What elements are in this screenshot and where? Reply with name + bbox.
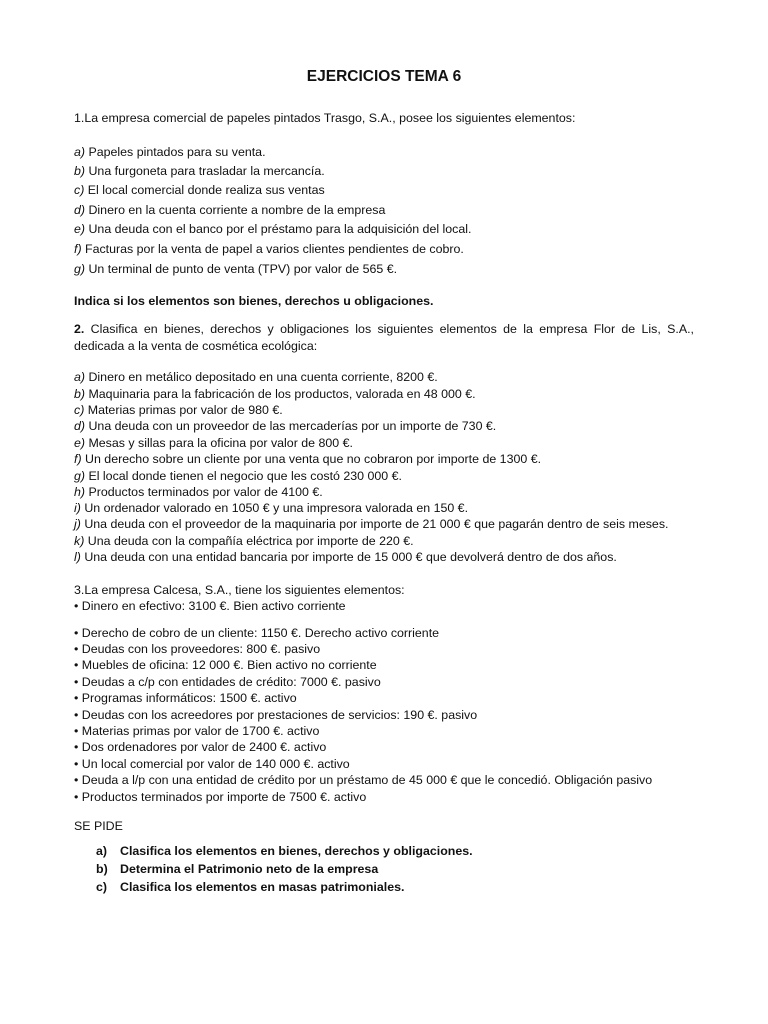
page-title: EJERCICIOS TEMA 6 bbox=[306, 68, 462, 85]
list-item: • Dinero en efectivo: 3100 €. Bien activo corriente bbox=[74, 599, 346, 613]
ex2-intro: 2. Clasifica en bienes, derechos y obligaciones los siguientes elementos de la empresa Flor de Lis, S.A., dedicada a la venta de cosmética ecológica: bbox=[74, 322, 694, 353]
list-item: c) Clasifica los elementos en masas patrimoniales. bbox=[96, 880, 405, 894]
list-item: • Materias primas por valor de 1700 €. activo bbox=[74, 724, 320, 738]
list-item: a) Papeles pintados para su venta. bbox=[74, 145, 266, 159]
list-item: • Deudas a c/p con entidades de crédito: 7000 €. pasivo bbox=[74, 675, 381, 689]
list-item: l) Una deuda con una entidad bancaria por importe de 15 000 € que devolverá dentro de dos años. bbox=[74, 550, 617, 564]
list-item: i) Un ordenador valorado en 1050 € y una impresora valorada en 150 €. bbox=[74, 501, 469, 515]
list-item: • Deudas con los acreedores por prestaciones de servicios: 190 €. pasivo bbox=[74, 708, 478, 722]
list-item: • Deudas con los proveedores: 800 €. pasivo bbox=[74, 642, 321, 656]
list-item: j) Una deuda con el proveedor de la maquinaria por importe de 21 000 € que pagarán dentro de seis meses. bbox=[74, 517, 669, 531]
list-item: a) Dinero en metálico depositado en una cuenta corriente, 8200 €. bbox=[74, 370, 438, 384]
list-item: h) Productos terminados por valor de 4100 €. bbox=[74, 485, 323, 499]
ex3-intro: 3.La empresa Calcesa, S.A., tiene los siguientes elementos: bbox=[74, 583, 405, 597]
list-item: e) Mesas y sillas para la oficina por valor de 800 €. bbox=[74, 436, 353, 450]
ex1-intro: 1.La empresa comercial de papeles pintados Trasgo, S.A., posee los siguientes elementos: bbox=[74, 111, 576, 125]
list-item: • Dos ordenadores por valor de 2400 €. activo bbox=[74, 740, 327, 754]
list-item: f) Facturas por la venta de papel a varios clientes pendientes de cobro. bbox=[74, 242, 464, 256]
list-item: b) Una furgoneta para trasladar la mercancía. bbox=[74, 164, 325, 178]
ex1-task: Indica si los elementos son bienes, derechos u obligaciones. bbox=[74, 294, 434, 308]
list-item: d) Dinero en la cuenta corriente a nombre de la empresa bbox=[74, 203, 386, 217]
list-item: e) Una deuda con el banco por el préstamo para la adquisición del local. bbox=[74, 222, 472, 236]
list-item: b) Maquinaria para la fabricación de los productos, valorada en 48 000 €. bbox=[74, 387, 476, 401]
list-item: • Programas informáticos: 1500 €. activo bbox=[74, 691, 297, 705]
list-item: c) Materias primas por valor de 980 €. bbox=[74, 403, 283, 417]
list-item: k) Una deuda con la compañía eléctrica por importe de 220 €. bbox=[74, 534, 414, 548]
list-item: • Muebles de oficina: 12 000 €. Bien activo no corriente bbox=[74, 658, 377, 672]
list-item: g) Un terminal de punto de venta (TPV) por valor de 565 €. bbox=[74, 262, 398, 276]
list-item: a) Clasifica los elementos en bienes, derechos y obligaciones. bbox=[96, 844, 473, 858]
list-item: • Productos terminados por importe de 7500 €. activo bbox=[74, 790, 367, 804]
se-pide-heading: SE PIDE bbox=[74, 819, 123, 833]
tasks-list bbox=[96, 842, 473, 896]
list-item: • Deuda a l/p con una entidad de crédito por un préstamo de 45 000 € que le concedió. Obligación pasivo bbox=[74, 773, 653, 787]
list-item: g) El local donde tienen el negocio que les costó 230 000 €. bbox=[74, 469, 402, 483]
list-item: d) Una deuda con un proveedor de las mercaderías por un importe de 730 €. bbox=[74, 419, 497, 433]
list-item: • Un local comercial por valor de 140 000 €. activo bbox=[74, 757, 350, 771]
list-item: c) El local comercial donde realiza sus ventas bbox=[74, 183, 325, 197]
list-item: • Derecho de cobro de un cliente: 1150 €. Derecho activo corriente bbox=[74, 626, 440, 640]
list-item: f) Un derecho sobre un cliente por una venta que no cobraron por importe de 1300 €. bbox=[74, 452, 542, 466]
list-item: b) Determina el Patrimonio neto de la empresa bbox=[96, 862, 379, 876]
